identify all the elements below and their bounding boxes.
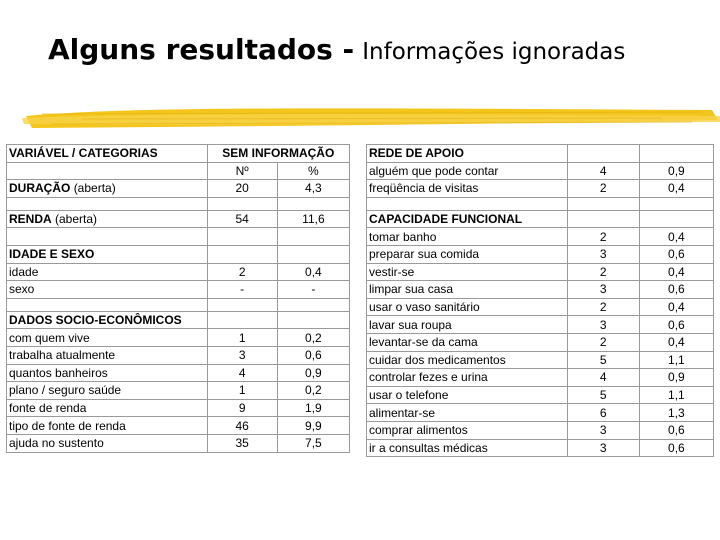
table-row: RENDA (aberta) 54 11,6 [7,210,350,228]
table-row: usar o vaso sanitário 2 0,4 [367,298,714,316]
title-bold: Alguns resultados - [48,33,355,66]
table-row: freqüência de visitas 2 0,4 [367,180,714,198]
table-row: comprar alimentos 3 0,6 [367,421,714,439]
table-row: DURAÇÃO (aberta) 20 4,3 [7,180,350,198]
table-row: ir a consultas médicas 3 0,6 [367,439,714,457]
table-row: vestir-se 2 0,4 [367,263,714,281]
table-row: sexo - - [7,281,350,299]
table-row: lavar sua roupa 3 0,6 [367,316,714,334]
table-row: fonte de renda 9 1,9 [7,399,350,417]
section-title-row [7,311,350,329]
table-row: levantar-se da cama 2 0,4 [367,333,714,351]
table-row: limpar sua casa 3 0,6 [367,281,714,299]
section-title-row [367,145,714,163]
table-row: com quem vive 1 0,2 [7,329,350,347]
section-capacidade: CAPACIDADE FUNCIONAL [367,210,568,228]
left-subheader-row [7,162,350,180]
table-row: trabalha atualmente 3 0,6 [7,346,350,364]
subheader-n: Nº [207,162,277,180]
table-row: tipo de fonte de renda 46 9,9 [7,417,350,435]
header-sem-informacao: SEM INFORMAÇÃO [207,145,349,163]
table-row: tomar banho 2 0,4 [367,228,714,246]
table-row: quantos banheiros 4 0,9 [7,364,350,382]
header-variavel: VARIÁVEL / CATEGORIAS [7,145,208,163]
table-row: alguém que pode contar 4 0,9 [367,162,714,180]
table-row: controlar fezes e urina 4 0,9 [367,369,714,387]
table-row: idade 2 0,4 [7,263,350,281]
table-row: alimentar-se 6 1,3 [367,404,714,422]
right-table [366,144,714,457]
table-row: preparar sua comida 3 0,6 [367,245,714,263]
subheader-pct: % [277,162,349,180]
title-normal: Informações ignoradas [362,39,626,65]
table-row: cuidar dos medicamentos 5 1,1 [367,351,714,369]
section-rede-apoio: REDE DE APOIO [367,145,568,163]
section-idade-sexo: IDADE E SEXO [7,245,208,263]
table-row: plano / seguro saúde 1 0,2 [7,382,350,400]
table-row: ajuda no sustento 35 7,5 [7,434,350,452]
highlighter-stroke [22,102,720,132]
renda-label: RENDA [9,212,52,227]
section-title-row [7,245,350,263]
page-title [48,30,625,70]
duracao-label: DURAÇÃO [9,181,71,196]
left-header-row [7,145,350,163]
left-table [6,144,350,453]
section-socio: DADOS SOCIO-ECONÔMICOS [7,311,208,329]
section-title-row [367,210,714,228]
table-row: usar o telefone 5 1,1 [367,386,714,404]
